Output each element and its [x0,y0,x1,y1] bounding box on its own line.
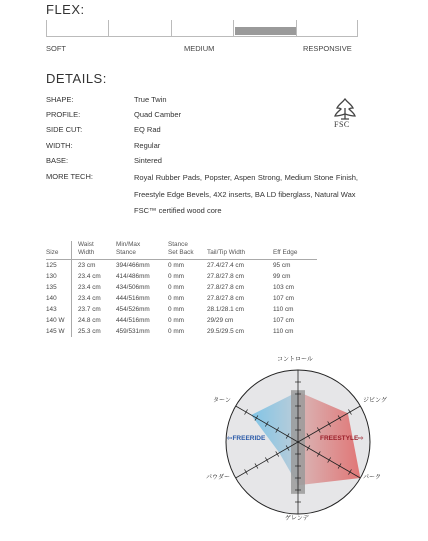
table-cell: 23.7 cm [78,306,101,313]
table-cell: 23.4 cm [78,273,101,280]
table-cell: 25.3 cm [78,328,101,335]
flex-label-responsive: RESPONSIVE [303,44,352,53]
table-cell: 23.4 cm [78,284,101,291]
detail-label-width: WIDTH: [46,141,73,150]
flex-level-fill [235,27,296,35]
header-tailtip: Tail/Tip Width [207,241,273,260]
table-cell: 99 cm [273,273,291,280]
table-cell: 107 cm [273,317,294,324]
freeride-label: ⇦FREERIDE [227,435,266,442]
axis-label-powder: パウダー [206,475,230,481]
table-cell: 135 [46,282,72,293]
specs-table [46,241,317,337]
table-cell: 130 [46,271,72,282]
table-cell: 143 [46,304,72,315]
axis-label-park: パーク [363,475,382,481]
detail-value-profile: Quad Camber [134,110,182,119]
table-cell: 140 [46,293,72,304]
detail-label-base: BASE: [46,156,69,165]
table-cell: 434/506mm [116,284,150,291]
table-cell: 0 mm [168,328,184,335]
detail-value-width: Regular [134,141,161,150]
header-waist: Waist Width [72,241,117,260]
axis-label-turn: ターン [213,398,231,404]
table-cell: 459/531mm [116,328,150,335]
detail-value-base: Sintered [134,156,162,165]
flex-label-soft: SOFT [46,44,66,53]
table-cell: 0 mm [168,284,184,291]
table-cell: 28.1/28.1 cm [207,306,244,313]
freestyle-label: FREESTYLE⇨ [320,435,364,442]
detail-label-shape: SHAPE: [46,95,74,104]
table-cell: 24.8 cm [78,317,101,324]
table-cell: 444/516mm [116,295,150,302]
table-cell: 145 W [46,326,72,337]
table-row [46,293,317,304]
axis-label-control: コントロール [277,357,313,363]
table-cell: 0 mm [168,306,184,313]
table-cell: 394/466mm [116,262,150,269]
table-cell: 414/486mm [116,273,150,280]
table-cell: 0 mm [168,273,184,280]
table-cell: 110 cm [273,328,294,335]
flex-bar [46,20,358,37]
table-cell: 27.8/27.8 cm [207,295,244,302]
detail-label-sidecut: SIDE CUT: [46,125,83,134]
table-row [46,304,317,315]
table-cell: 23.4 cm [78,295,101,302]
table-cell: 29.5/29.5 cm [207,328,244,335]
detail-label-moretech: MORE TECH: [46,172,93,181]
fsc-certified-text: FSC™ certified wood core [134,206,222,215]
detail-label-profile: PROFILE: [46,110,81,119]
table-cell: 27.4/27.4 cm [207,262,244,269]
detail-value-shape: True Twin [134,95,167,104]
table-row [46,326,317,337]
axis-label-jibbing: ジビング [363,398,387,404]
table-cell: 0 mm [168,295,184,302]
table-cell: 125 [46,260,72,272]
table-cell: 0 mm [168,317,184,324]
flex-title: FLEX: [46,2,85,17]
table-cell: 140 W [46,315,72,326]
table-cell: 444/516mm [116,317,150,324]
detail-value-sidecut: EQ Rad [134,125,161,134]
header-stance: Min/Max Stance [116,241,168,260]
more-tech-text: Royal Rubber Pads, Popster, Aspen Strong, Medium Stone Finish, Freestyle Edge Bevels, 4X2 inserts, BA LD fiberglass, Natural Wax [134,173,358,199]
specs-header-row [46,241,317,260]
fsc-logo-text: FSC [334,120,350,129]
table-cell: 0 mm [168,262,184,269]
ride-style-radar [206,350,390,530]
header-size: Size [46,241,72,260]
table-row [46,282,317,293]
flex-label-medium: MEDIUM [184,44,215,53]
fsc-logo [330,96,360,130]
table-row [46,315,317,326]
table-cell: 454/526mm [116,306,150,313]
table-cell: 103 cm [273,284,294,291]
header-effedge: Eff Edge [273,241,317,260]
header-setback: Stance Set Back [168,241,207,260]
table-cell: 110 cm [273,306,294,313]
table-row [46,260,317,272]
table-cell: 107 cm [273,295,294,302]
table-cell: 95 cm [273,262,291,269]
table-row [46,271,317,282]
detail-value-moretech [134,170,358,220]
details-title: DETAILS: [46,71,107,86]
table-cell: 27.8/27.8 cm [207,273,244,280]
axis-label-piste: ゲレンデ [285,516,309,522]
table-cell: 29/29 cm [207,317,234,324]
table-cell: 27.8/27.8 cm [207,284,244,291]
table-cell: 23 cm [78,262,96,269]
